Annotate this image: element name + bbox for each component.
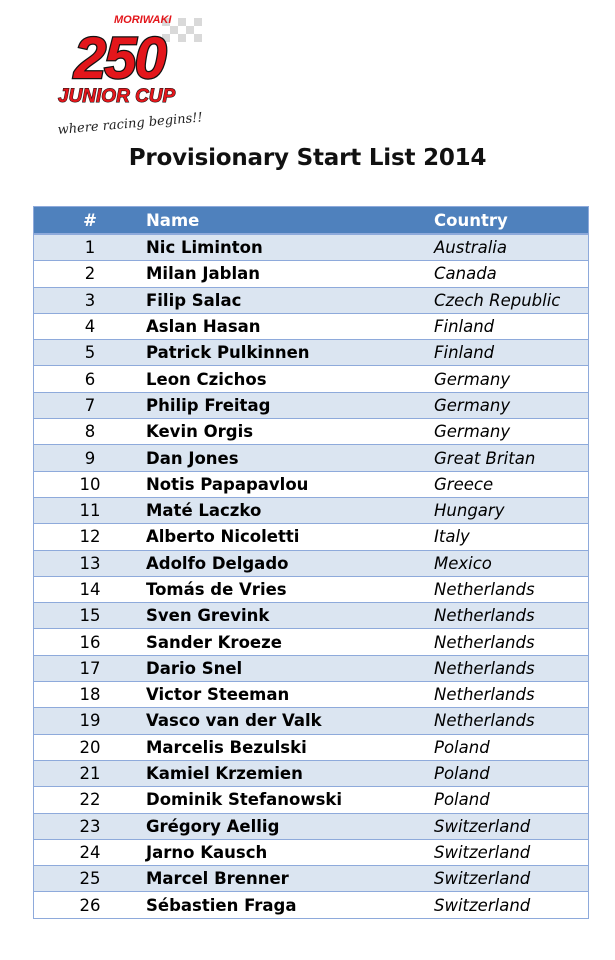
table-row	[34, 497, 588, 523]
table-row	[34, 365, 588, 391]
rider-number: 25	[79, 869, 101, 889]
rider-name: Adolfo Delgado	[146, 553, 289, 573]
rider-number: 13	[79, 553, 101, 573]
rider-number: 8	[84, 422, 96, 442]
rider-country: Great Britan	[434, 448, 536, 468]
table-row	[34, 786, 588, 812]
logo-subtitle-text: JUNIOR CUP	[58, 86, 176, 107]
rider-name: Sander Kroeze	[146, 632, 282, 652]
table-row	[34, 471, 588, 497]
rider-name: Tomás de Vries	[146, 580, 287, 599]
table-row	[34, 681, 588, 707]
rider-country: Netherlands	[434, 580, 535, 599]
rider-country: Greece	[434, 474, 494, 494]
rider-number: 15	[79, 606, 101, 626]
page-title: Provisionary Start List 2014	[128, 145, 487, 171]
rider-country: Germany	[434, 395, 511, 415]
rider-number: 17	[79, 658, 101, 678]
rider-country: Mexico	[434, 553, 492, 573]
rider-country: Netherlands	[434, 606, 535, 626]
table-row	[34, 734, 588, 760]
rider-name: Maté Laczko	[146, 501, 262, 521]
rider-number: 23	[79, 816, 101, 836]
rider-country: Poland	[434, 764, 490, 784]
rider-name: Philip Freitag	[146, 395, 271, 415]
rider-name: Leon Czichos	[146, 369, 267, 389]
rider-number: 22	[79, 790, 101, 810]
table-row	[34, 628, 588, 654]
rider-name: Milan Jablan	[146, 264, 260, 284]
rider-country: Poland	[434, 737, 490, 757]
rider-name: Notis Papapavlou	[146, 474, 309, 494]
rider-country: Finland	[434, 317, 495, 337]
rider-number: 19	[79, 711, 101, 731]
rider-name: Dario Snel	[146, 658, 243, 678]
rider-name: Filip Salac	[146, 290, 242, 310]
rider-number: 20	[79, 737, 101, 757]
table-row	[34, 865, 588, 891]
rider-number: 9	[84, 448, 96, 468]
table-row	[34, 707, 588, 733]
table-row	[34, 576, 588, 602]
rider-number: 12	[79, 527, 101, 547]
rider-number: 14	[79, 580, 101, 599]
moriwaki-250-junior-cup-logo	[44, 6, 234, 146]
table-row	[34, 655, 588, 681]
rider-number: 2	[84, 264, 96, 284]
rider-number: 4	[84, 317, 96, 337]
table-row	[34, 839, 588, 865]
table-row	[34, 891, 588, 917]
rider-name: Jarno Kausch	[146, 842, 268, 862]
table-row	[34, 313, 588, 339]
table-row	[34, 339, 588, 365]
rider-number: 10	[79, 474, 101, 494]
rider-name: Marcel Brenner	[146, 869, 289, 889]
logo-tagline-text: where racing begins!!	[57, 110, 204, 138]
rider-country: Hungary	[434, 501, 505, 521]
table-row	[34, 550, 588, 576]
rider-name: Alberto Nicoletti	[146, 527, 300, 547]
rider-name: Nic Liminton	[146, 238, 263, 258]
table-row	[34, 234, 588, 260]
rider-country: Australia	[434, 238, 507, 258]
rider-name: Marcelis Bezulski	[146, 737, 307, 757]
rider-country: Italy	[434, 527, 470, 547]
rider-name: Sven Grevink	[146, 606, 270, 626]
rider-number: 11	[79, 501, 101, 521]
rider-number: 6	[84, 369, 96, 389]
table-row	[34, 444, 588, 470]
rider-country: Canada	[434, 264, 497, 284]
table-body	[34, 234, 588, 918]
rider-number: 16	[79, 632, 101, 652]
table-row	[34, 287, 588, 313]
rider-country: Switzerland	[434, 869, 531, 889]
column-header-country: Country	[434, 210, 508, 230]
rider-number: 24	[79, 842, 101, 862]
rider-number: 18	[79, 685, 101, 705]
rider-country: Germany	[434, 422, 511, 442]
rider-country: Switzerland	[434, 842, 531, 862]
table-row	[34, 418, 588, 444]
rider-name: Victor Steeman	[146, 685, 290, 705]
table-header-row	[34, 207, 588, 234]
rider-country: Netherlands	[434, 632, 535, 652]
logo-number-text: 250	[74, 26, 165, 91]
start-list-table	[33, 206, 589, 919]
column-header-name: Name	[146, 210, 200, 230]
rider-number: 26	[79, 895, 101, 915]
rider-name: Dan Jones	[146, 448, 239, 468]
rider-number: 7	[84, 395, 96, 415]
rider-country: Netherlands	[434, 711, 535, 731]
logo-graphic	[44, 6, 234, 146]
table-row	[34, 813, 588, 839]
rider-country: Switzerland	[434, 895, 531, 915]
rider-country: Czech Republic	[434, 290, 561, 310]
table-row	[34, 260, 588, 286]
rider-country: Germany	[434, 369, 511, 389]
rider-country: Netherlands	[434, 685, 535, 705]
rider-country: Netherlands	[434, 658, 535, 678]
table-row	[34, 602, 588, 628]
rider-number: 3	[84, 290, 96, 310]
logo-brand-text: MORIWAKI	[114, 14, 172, 26]
rider-name: Patrick Pulkinnen	[146, 343, 310, 363]
table-row	[34, 760, 588, 786]
table-row	[34, 523, 588, 549]
rider-number: 1	[84, 238, 96, 258]
rider-country: Finland	[434, 343, 495, 363]
rider-name: Dominik Stefanowski	[146, 790, 343, 810]
table-row	[34, 392, 588, 418]
rider-name: Grégory Aellig	[146, 816, 280, 836]
rider-name: Sébastien Fraga	[146, 895, 297, 915]
rider-name: Kevin Orgis	[146, 422, 254, 442]
rider-number: 5	[84, 343, 96, 363]
rider-name: Vasco van der Valk	[146, 711, 322, 731]
column-header-number: #	[83, 210, 97, 230]
rider-country: Switzerland	[434, 816, 531, 836]
rider-name: Kamiel Krzemien	[146, 764, 303, 784]
rider-country: Poland	[434, 790, 490, 810]
rider-name: Aslan Hasan	[146, 317, 261, 337]
rider-number: 21	[79, 764, 101, 784]
